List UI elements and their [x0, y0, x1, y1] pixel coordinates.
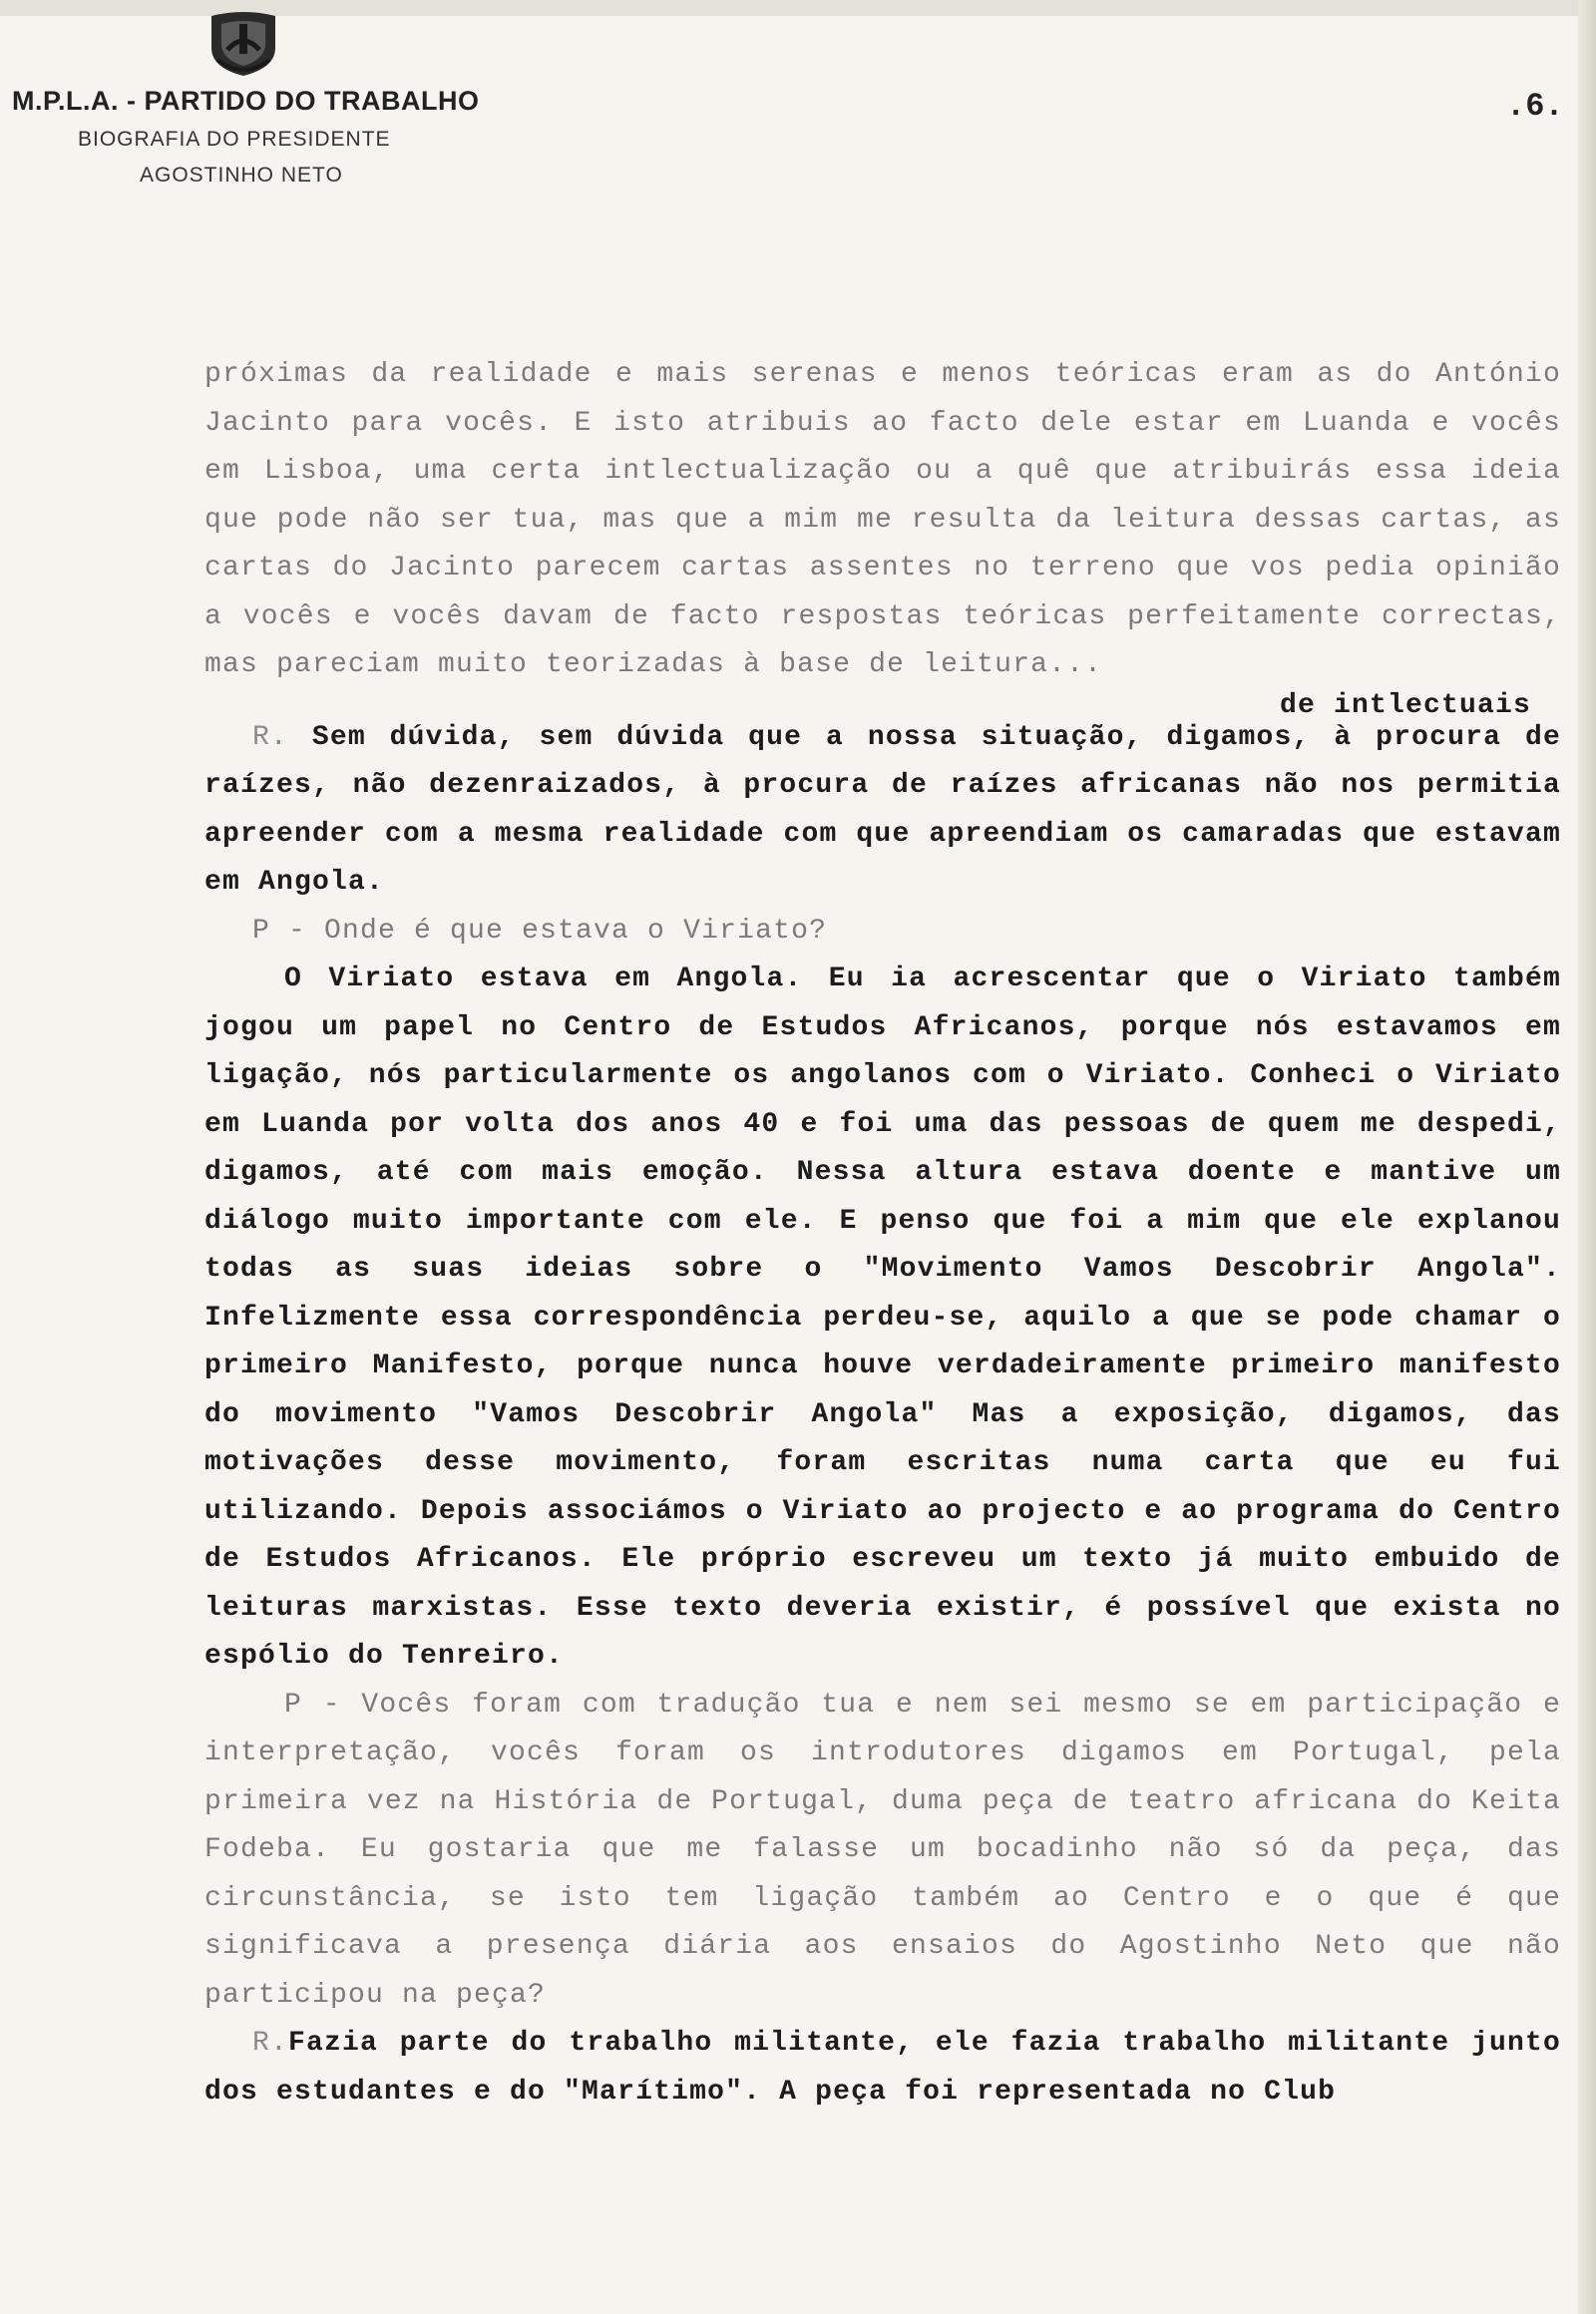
answer-marker: R.: [252, 721, 289, 753]
answer-paragraph: O Viriato estava em Angola. Eu ia acrescentar que o Viriato também jogou um papel no Centro de Estudos Africanos, porque nós estavamos em ligação, nós particularmente os angolanos com o Viriato. Conheci o Viriato em Luanda por volta dos anos 40 e foi uma das pessoas de quem me despedi, digamos, até com mais emoção. Nessa altura estava doente e mantive um diálogo muito importante com ele. E penso que foi a mim que ele explanou todas as suas ideias sobre o "Movimento Vamos Descobrir Angola". Infelizmente essa correspondência perdeu-se, aquilo a que se pode chamar o primeiro Manifesto, porque nunca houve verdadeiramente primeiro manifesto do movimento "Vamos Descobrir Angola" Mas a exposição, digamos, das motivações desse movimento, foram escritas numa carta que eu fui utilizando. Depois associámos o Viriato ao projecto e ao programa do Centro de Estudos Africanos. Ele próprio escreveu um texto já muito embuido de leituras marxistas. Esse texto deveria existir, é possível que exista no espólio do Tenreiro.: [204, 964, 1561, 1672]
answer-marker: R.: [252, 2028, 289, 2059]
party-name: M.P.L.A. - PARTIDO DO TRABALHO: [12, 86, 480, 116]
scan-right-edge: [1578, 0, 1596, 2314]
transcript-body: [204, 351, 1561, 2117]
handwritten-insertion: de intlectuais: [1279, 689, 1531, 721]
question-paragraph: P - Onde é que estava o Viriato?: [252, 915, 828, 947]
answer-text: Sem dúvida, sem dúvida que a nossa situação, digamos, à procura de raízes, não dezenraizados, à procura de raízes africanas não nos permitia apreender com a mesma realidade com que apreendiam os camaradas que estavam em Angola.: [204, 721, 1561, 898]
question-paragraph: P - Vocês foram com tradução tua e nem sei mesmo se em participação e interpretação, vocês foram os introdutores digamos em Portugal, pela primeira vez na História de Portugal, duma peça de teatro africana do Keita Fodeba. Eu gostaria que me falasse um bocadinho não só da peça, das circunstância, se isto tem ligação também ao Centro e o que é que significava a presença diária aos ensaios do Agostinho Neto que não participou na peça?: [204, 1689, 1561, 2011]
answer-paragraph: [204, 2020, 1561, 2117]
document-subtitle: BIOGRAFIA DO PRESIDENTE: [78, 128, 391, 151]
answer-text: Fazia parte do trabalho militante, ele fazia trabalho militante junto dos estudantes e do "Marítimo". A peça foi representada no Club: [204, 2028, 1561, 2108]
question-paragraph-continued: próximas da realidade e mais serenas e menos teóricas eram as do António Jacinto para vocês. E isto atribuis ao facto dele estar em Luanda e vocês em Lisboa, uma certa intlectualização ou a quê que atribuirás essa ideia que pode não ser tua, mas que a mim me resulta da leitura dessas cartas, as cartas do Jacinto parecem cartas assentes no terreno que vos pedia opinião a vocês e vocês davam de facto respostas teóricas perfeitamente correctas, mas pareciam muito teorizadas à base de leitura...: [204, 359, 1561, 680]
page-number: .6.: [1506, 88, 1564, 125]
answer-paragraph: [204, 714, 1561, 908]
mpla-emblem-icon: [203, 10, 283, 78]
document-subject: AGOSTINHO NETO: [140, 164, 343, 187]
